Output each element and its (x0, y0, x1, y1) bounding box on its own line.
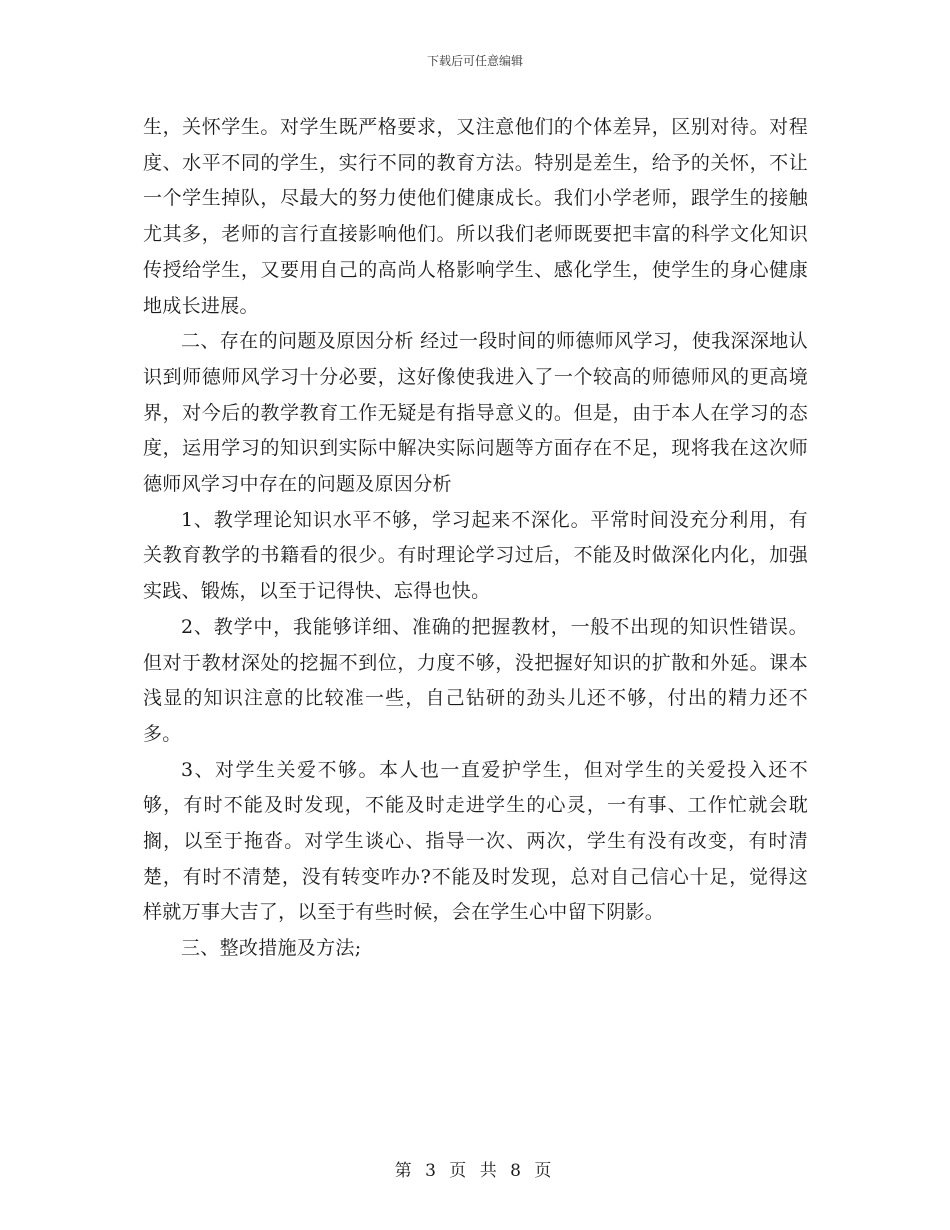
document-body (143, 110, 808, 967)
paragraph-item-one: 1、教学理论知识水平不够，学习起来不深化。平常时间没充分利用，有关教育教学的书籍看的很少。有时理论学习过后，不能及时做深化内化，加强实践、锻炼，以至于记得快、忘得也快。 (143, 508, 808, 603)
paragraph-item-three: 3、对学生关爱不够。本人也一直爱护学生，但对学生的关爱投入还不够，有时不能及时发现，不能及时走进学生的心灵，一有事、工作忙就会耽搁，以至于拖沓。对学生谈心、指导一次、两次，学生有没有改变，有时清楚，有时不清楚，没有转变咋办?不能及时发现，总对自己信心十足，觉得这样就万事大吉了，以至于有些时候，会在学生心中留下阴影。 (143, 758, 808, 924)
paragraph-item-two: 2、教学中，我能够详细、准确的把握教材，一般不出现的知识性错误。但对于教材深处的挖掘不到位，力度不够，没把握好知识的扩散和外延。课本浅显的知识注意的比较准一些，自己钻研的劲头儿还不够，付出的精力还不多。 (143, 615, 808, 745)
paragraph-continuation: 生，关怀学生。对学生既严格要求，又注意他们的个体差异，区别对待。对程度、水平不同的学生，实行不同的教育方法。特别是差生，给予的关怀，不让一个学生掉队，尽最大的努力使他们健康成长。我们小学老师，跟学生的接触尤其多，老师的言行直接影响他们。所以我们老师既要把丰富的科学文化知识传授给学生，又要用自己的高尚人格影响学生、感化学生，使学生的身心健康地成长进展。 (143, 116, 808, 317)
page-header: 下载后可任意编辑 (426, 54, 523, 68)
paragraph-section-two: 二、存在的问题及原因分析 经过一段时间的师德师风学习，使我深深地认识到师德师风学习十分必要，这好像使我进入了一个较高的师德师风的更高境界，对今后的教学教育工作无疑是有指导意义的。但是，由于本人在学习的态度，运用学习的知识到实际中解决实际问题等方面存在不足，现将我在这次师德师风学习中存在的问题及原因分析 (143, 330, 808, 496)
paragraph-section-three: 三、整改措施及方法; (181, 937, 362, 960)
page-number: 第 3 页 共 8 页 (394, 1161, 556, 1181)
